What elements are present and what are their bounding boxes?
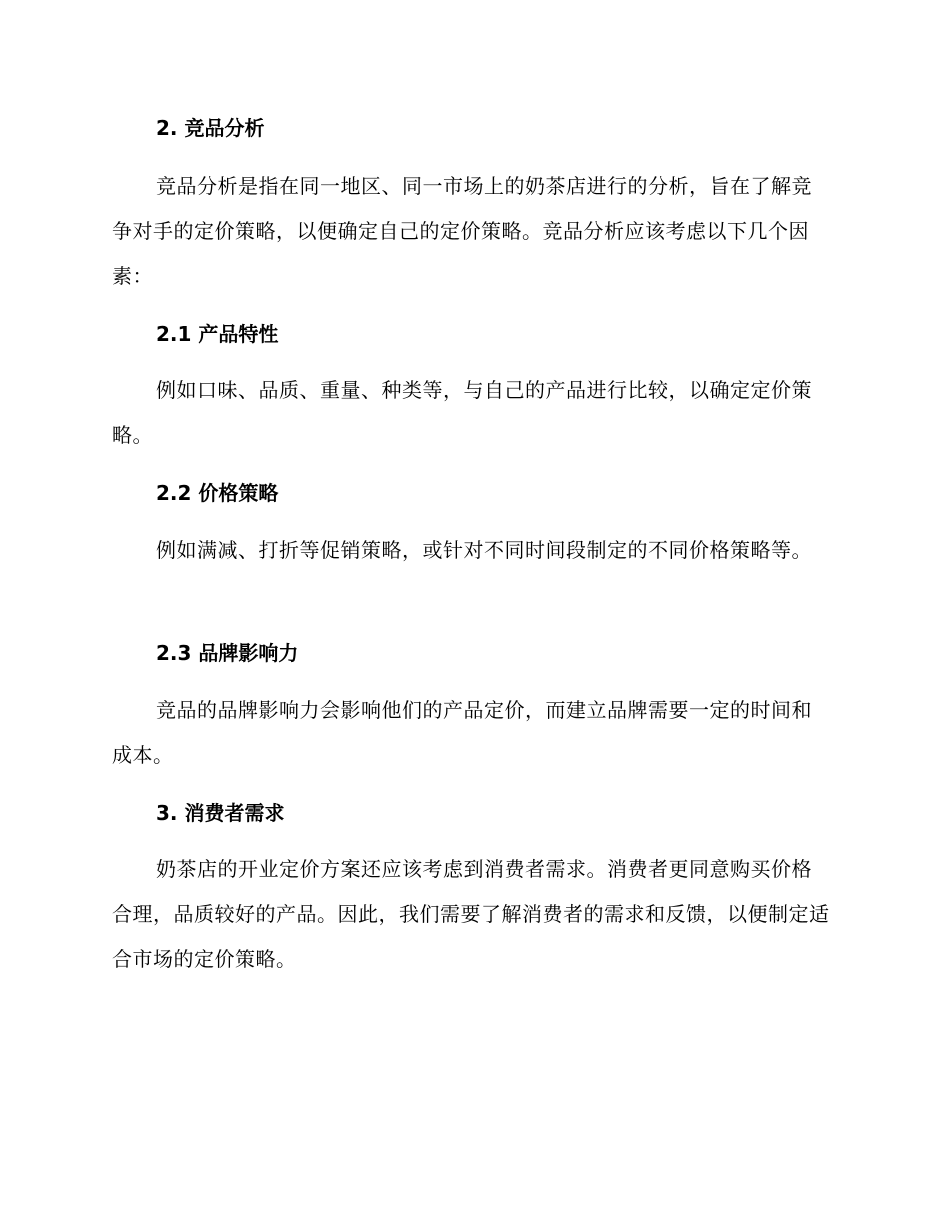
subsection-heading-price-strategy: 2.2 价格策略 xyxy=(156,481,279,505)
paragraph-price-strategy: 例如满减、打折等促销策略，或针对不同时间段制定的不同价格策略等。 xyxy=(156,538,812,562)
paragraph-product-features: 例如口味、品质、重量、种类等，与自己的产品进行比较，以确定定价策略。 xyxy=(112,378,812,447)
paragraph-brand-influence: 竞品的品牌影响力会影响他们的产品定价，而建立品牌需要一定的时间和成本。 xyxy=(112,698,812,767)
section-heading-competitor-analysis: 2. 竞品分析 xyxy=(156,116,265,140)
paragraph-consumer-demand: 奶茶店的开业定价方案还应该考虑到消费者需求。消费者更同意购买价格合理，品质较好的产品。因此，我们需要了解消费者的需求和反馈，以便制定适合市场的定价策略。 xyxy=(112,857,830,971)
subsection-heading-product-features: 2.1 产品特性 xyxy=(156,322,279,346)
section-heading-consumer-demand: 3. 消费者需求 xyxy=(156,801,285,825)
paragraph-competitor-analysis: 竞品分析是指在同一地区、同一市场上的奶茶店进行的分析，旨在了解竞争对手的定价策略，以便确定自己的定价策略。竞品分析应该考虑以下几个因素： xyxy=(112,174,812,288)
subsection-heading-brand-influence: 2.3 品牌影响力 xyxy=(156,641,299,665)
